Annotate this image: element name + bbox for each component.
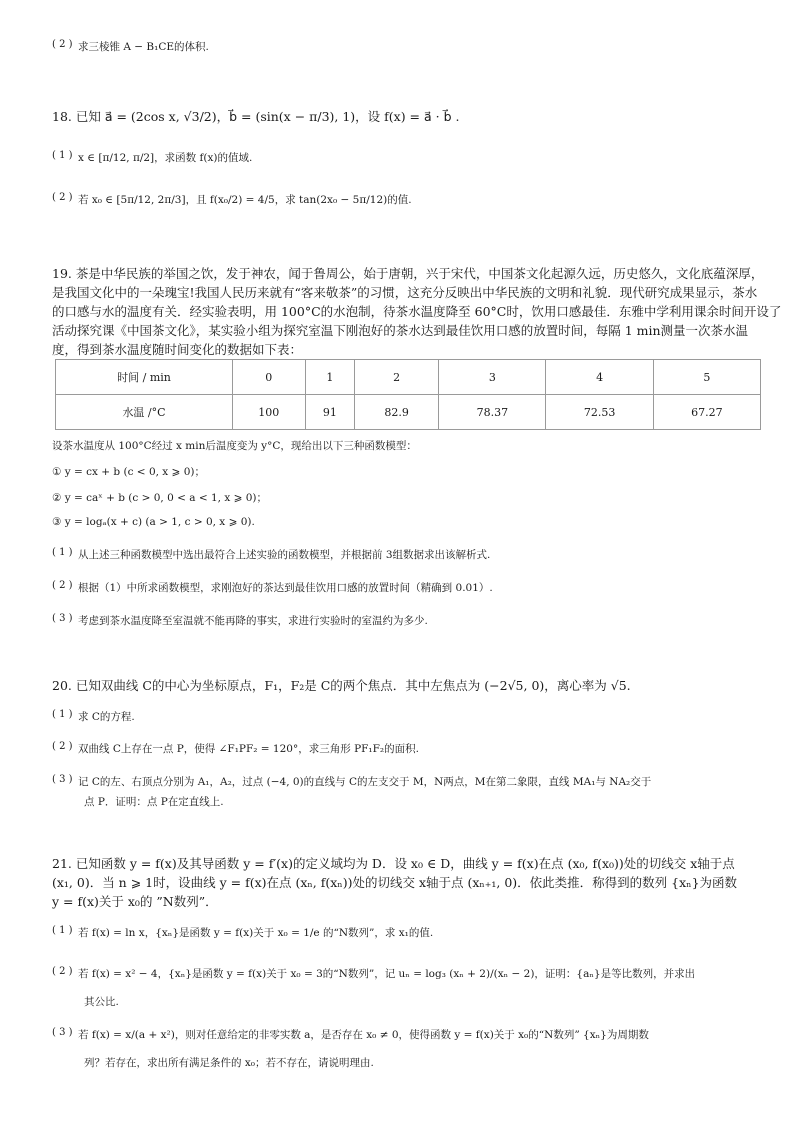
part-text: 从上述三种函数模型中选出最符合上述实验的函数模型，并根据前 3组数据求出该解析式.: [78, 549, 491, 561]
q21-part2: [52, 966, 695, 981]
q20-part3-cont: 点 P．证明：点 P在定直线上.: [84, 796, 224, 808]
table-cell: 3: [439, 360, 546, 395]
part-text: 双曲线 C上存在一点 P，使得 ∠F₁PF₂ = 120°，求三角形 PF₁F₂的面积.: [78, 743, 419, 755]
part-number: ( 2 ): [52, 39, 73, 50]
q19-part1: [52, 547, 490, 562]
part-number: ( 2 ): [52, 741, 73, 752]
q21-stem-line-2: (x₁, 0)．当 n ⩾ 1时，设曲线 y = f(x)在点 (xₙ, f(xₙ))处的切线交 x轴于点 (xₙ₊₁, 0)．依此类推．称得到的数列 {xₙ}为函数: [52, 875, 738, 890]
part-text: 考虑到茶水温度降至室温就不能再降的事实，求进行实验时的室温约为多少.: [78, 615, 428, 627]
part-number: ( 1 ): [52, 547, 73, 558]
part-text: 若 f(x) = x² − 4，{xₙ}是函数 y = f(x)关于 x₀ = 3的“N数列”，记 uₙ = log₃ (xₙ + 2)/(xₙ − 2)，证明：{aₙ}是等比数列，并求出: [78, 968, 696, 980]
q21-stem-line-3: y = f(x)关于 x₀的 ”N数列”．: [52, 894, 218, 909]
table-cell: 91: [305, 395, 355, 430]
table-cell: 水温 /°C: [56, 395, 233, 430]
part-text: 求三棱锥 A − B₁CE的体积.: [78, 41, 209, 53]
table-cell: 2: [355, 360, 439, 395]
temperature-table: [55, 359, 761, 430]
q20-part1: [52, 709, 135, 724]
q21-stem-line-1: 21. 已知函数 y = f(x)及其导函数 y = f′(x)的定义域均为 D．设 x₀ ∈ D，曲线 y = f(x)在点 (x₀, f(x₀))处的切线交 x轴于点: [52, 856, 735, 871]
q19-model-3: ③ y = logₐ(x + c) (a > 1, c > 0, x ⩾ 0).: [52, 516, 255, 528]
table-cell: 4: [546, 360, 653, 395]
part-number: ( 2 ): [52, 966, 73, 977]
q20-part3: [52, 774, 651, 789]
q20-part2: [52, 741, 419, 756]
q19-stem-line-3: 的口感与水的温度有关．经实验表明，用 100°C的水泡制，待茶水温度降至 60°C时，饮用口感最佳．东雅中学利用课余时间开设了: [52, 304, 782, 319]
q19-model-1: ① y = cx + b (c < 0, x ⩾ 0)；: [52, 466, 205, 478]
table-cell: 0: [233, 360, 306, 395]
q19-stem-line-4: 活动探究课《中国茶文化》，某实验小组为探究室温下刚泡好的茶水达到最佳饮用口感的放置时间，每隔 1 min测量一次茶水温: [52, 323, 749, 338]
part-number: ( 1 ): [52, 709, 73, 720]
part-text: 若 x₀ ∈ [5π/12, 2π/3]，且 f(x₀/2) = 4/5，求 tan(2x₀ − 5π/12)的值.: [78, 194, 412, 206]
part-number: ( 3 ): [52, 774, 73, 785]
table-cell: 1: [305, 360, 355, 395]
q21-part1: [52, 925, 433, 940]
table-cell: 67.27: [653, 395, 760, 430]
q19-intro: 设茶水温度从 100°C经过 x min后温度变为 y°C，现给出以下三种函数模型：: [52, 440, 417, 452]
part-text: 求 C的方程.: [78, 711, 135, 723]
part-text: 若 f(x) = ln x，{xₙ}是函数 y = f(x)关于 x₀ = 1/e 的“N数列”，求 x₁的值.: [78, 927, 434, 939]
part-number: ( 2 ): [52, 580, 73, 591]
q18-stem: 18. 已知 a⃗ = (2cos x, √3/2)，b⃗ = (sin(x − π/3), 1)，设 f(x) = a⃗ · b⃗ .: [52, 109, 460, 124]
q18-part2: [52, 192, 412, 207]
q19-stem-line-5: 度，得到茶水温度随时间变化的数据如下表：: [52, 342, 303, 357]
q17-part2: [52, 39, 209, 54]
table-row: [56, 395, 761, 430]
q21-part3: [52, 1027, 649, 1042]
q19-part2: [52, 580, 493, 595]
q19-stem-line-2: 是我国文化中的一朵瑰宝!我国人民历来就有“客来敬茶”的习惯，这充分反映出中华民族的文明和礼貌．现代研究成果显示，茶水: [52, 285, 758, 300]
q19-model-2: ② y = caˣ + b (c > 0, 0 < a < 1, x ⩾ 0)；: [52, 492, 267, 504]
q20-stem: 20. 已知双曲线 C的中心为坐标原点，F₁，F₂是 C的两个焦点．其中左焦点为 (−2√5, 0)，离心率为 √5.: [52, 678, 631, 693]
table-cell: 5: [653, 360, 760, 395]
q19-part3: [52, 613, 428, 628]
table-cell: 72.53: [546, 395, 653, 430]
table-row: [56, 360, 761, 395]
part-number: ( 3 ): [52, 613, 73, 624]
q19-stem-line-1: 19. 茶是中华民族的举国之饮，发于神农，闻于鲁周公，始于唐朝，兴于宋代，中国茶文化起源久远，历史悠久，文化底蕴深厚，: [52, 266, 764, 281]
q21-part2-cont: 其公比.: [84, 996, 119, 1008]
table-cell: 时间 / min: [56, 360, 233, 395]
part-number: ( 1 ): [52, 925, 73, 936]
part-text: 记 C的左、右顶点分别为 A₁，A₂，过点 (−4, 0)的直线与 C的左支交于 M，N两点，M在第二象限，直线 MA₁与 NA₂交于: [78, 776, 652, 788]
table-cell: 78.37: [439, 395, 546, 430]
q21-part3-cont: 列？若存在，求出所有满足条件的 x₀；若不存在，请说明理由.: [84, 1057, 374, 1069]
part-number: ( 1 ): [52, 150, 73, 161]
q18-part1: [52, 150, 252, 165]
part-text: x ∈ [π/12, π/2]，求函数 f(x)的值域.: [78, 152, 253, 164]
part-text: 根据（1）中所求函数模型，求刚泡好的茶达到最佳饮用口感的放置时间（精确到 0.01）.: [78, 582, 493, 594]
part-text: 若 f(x) = x/(a + x²)，则对任意给定的非零实数 a，是否存在 x₀ ≠ 0，使得函数 y = f(x)关于 x₀的“N数列” {xₙ}为周期数: [78, 1029, 649, 1041]
table-cell: 82.9: [355, 395, 439, 430]
table-cell: 100: [233, 395, 306, 430]
part-number: ( 2 ): [52, 192, 73, 203]
part-number: ( 3 ): [52, 1027, 73, 1038]
